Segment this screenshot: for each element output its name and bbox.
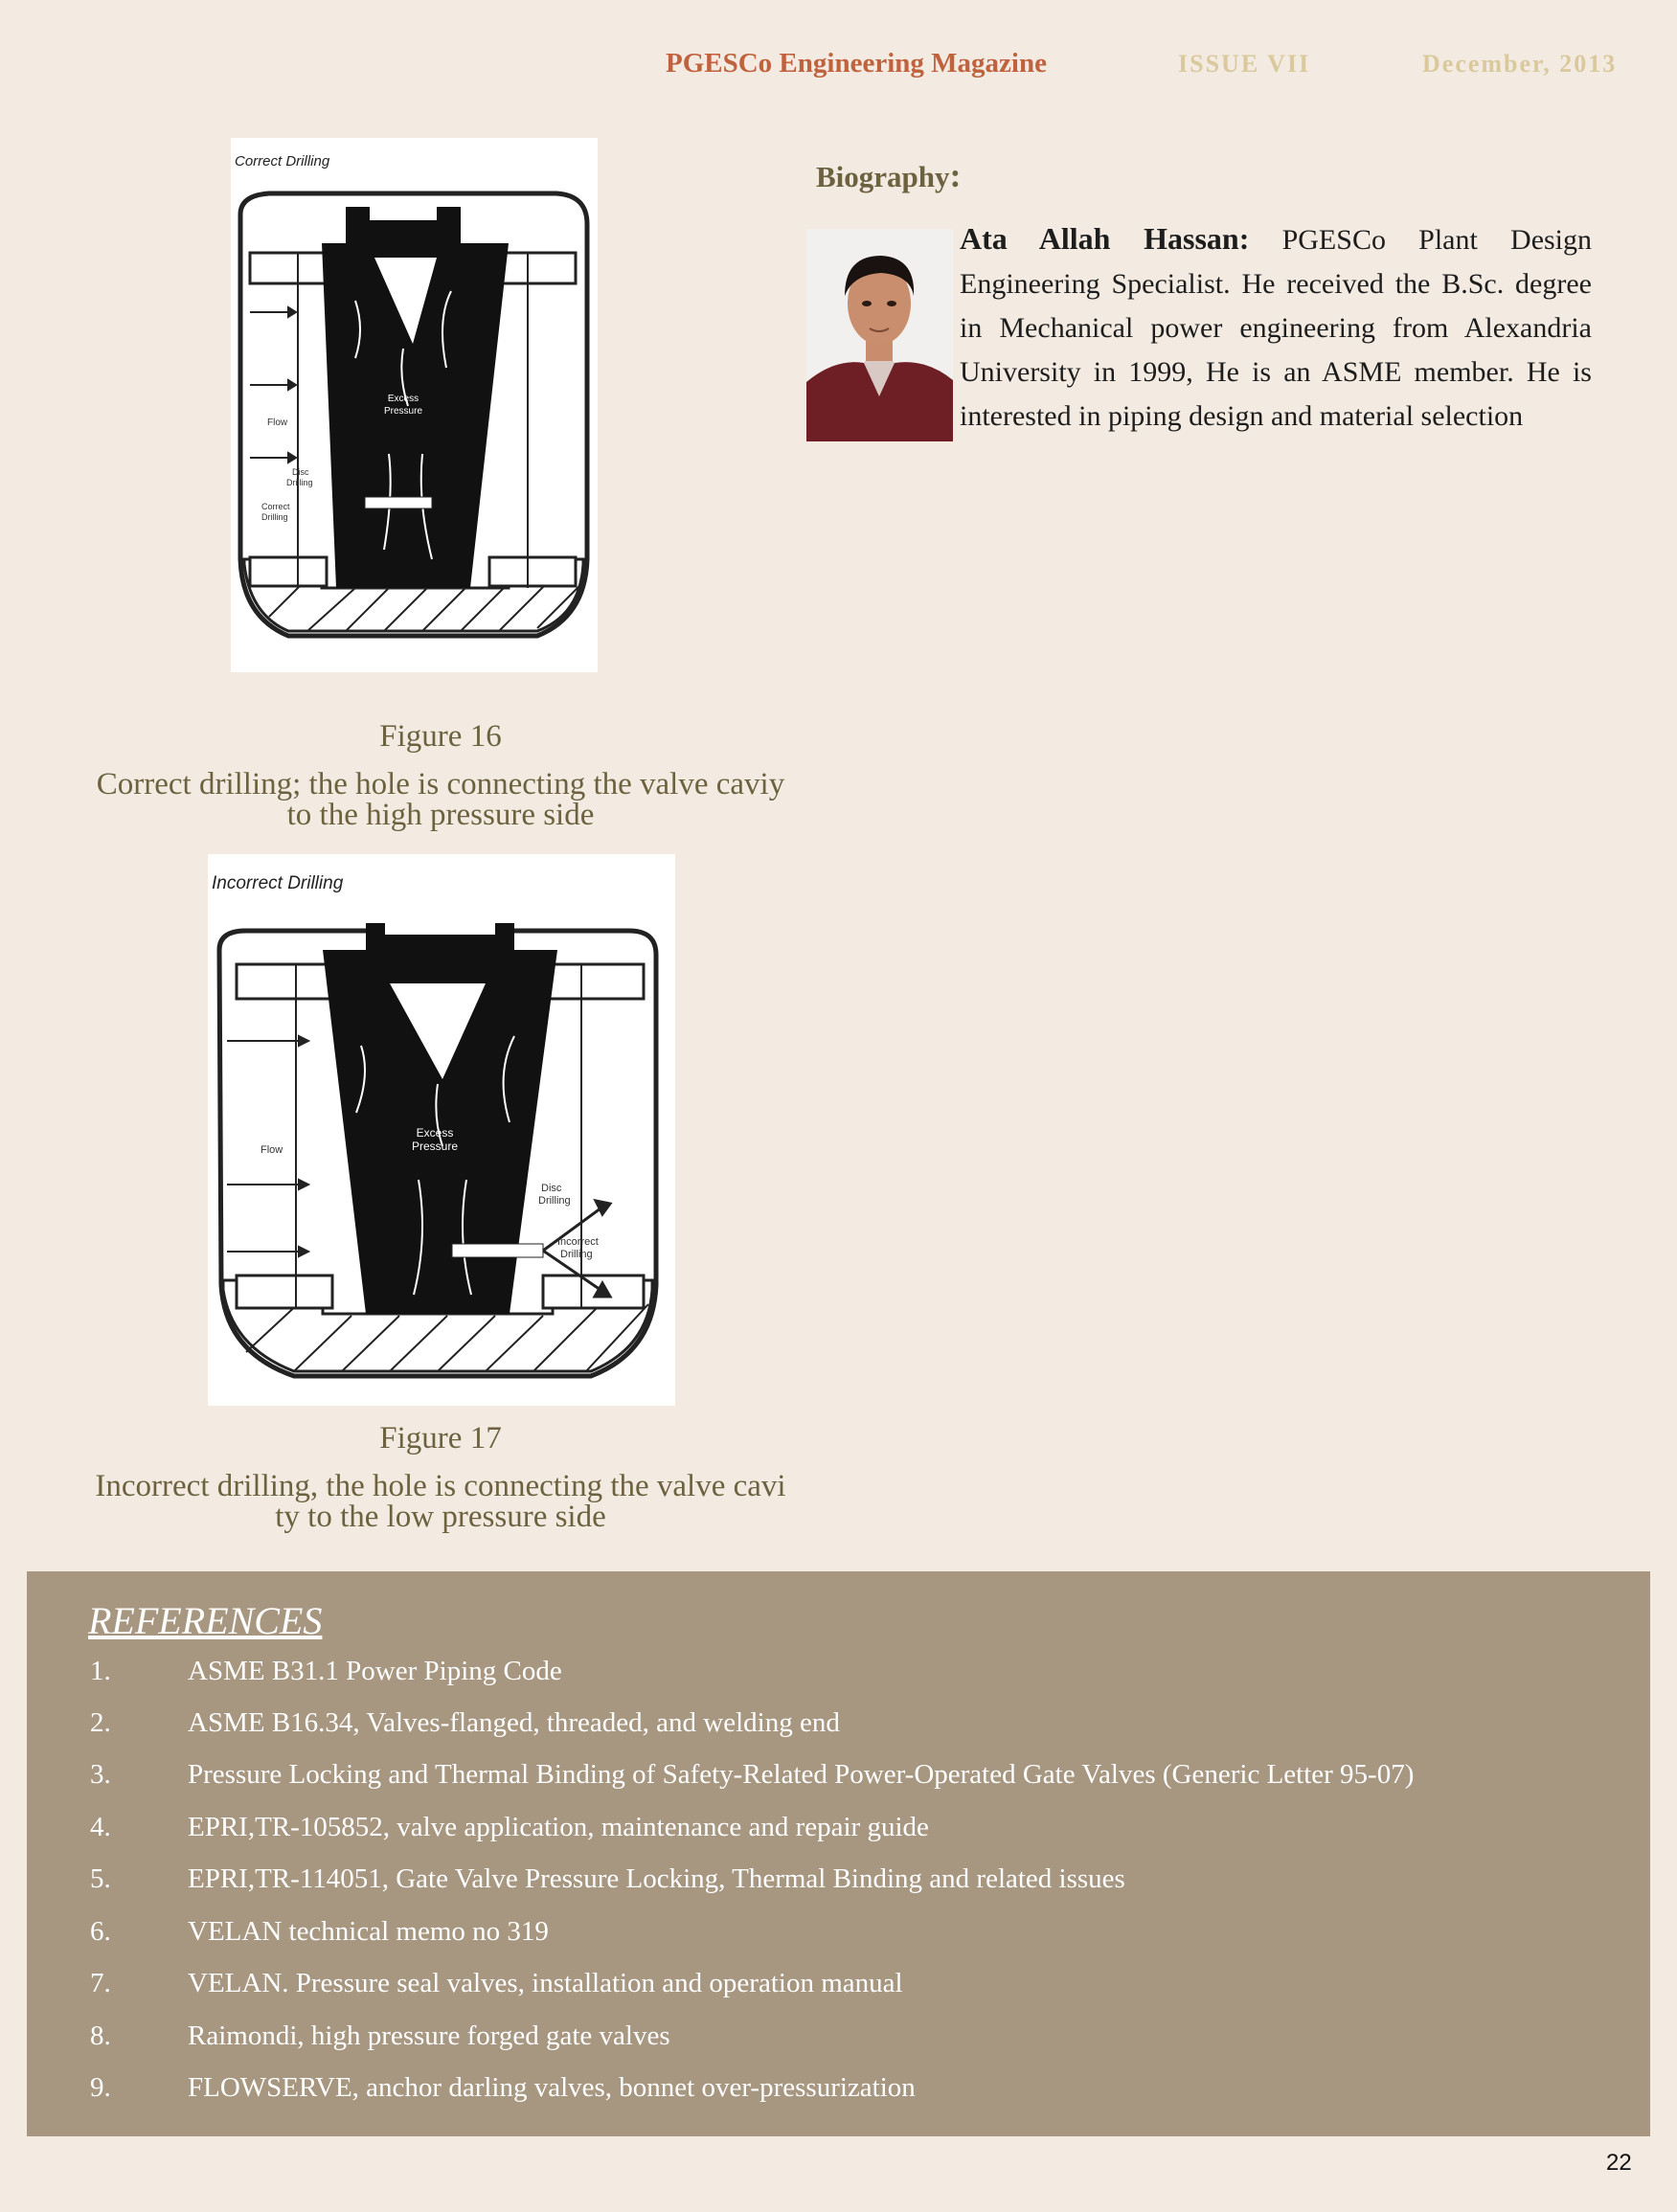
fig16-label-flow: Flow xyxy=(267,418,288,428)
reference-item xyxy=(27,1812,1607,1863)
reference-item xyxy=(27,1863,1607,1915)
biography-body: PGESCo Plant Design Engineering Specialist. He received the B.Sc. degree in Mechanical power engineering from Alexandria University in 1999, He is an ASME member. He is interested in piping design and material selection xyxy=(960,224,1593,432)
reference-item xyxy=(27,1968,1607,2020)
fig16-label-pressure: Pressure xyxy=(383,406,423,417)
issue-label: ISSUE VII xyxy=(1178,50,1311,78)
reference-text: EPRI,TR-105852, valve application, maintenance and repair guide xyxy=(188,1812,929,1842)
reference-number: 1. xyxy=(90,1656,111,1686)
biography-heading xyxy=(816,155,962,195)
fig16-label-drilling2: Drilling xyxy=(261,512,288,522)
figure-17-caption-line2: ty to the low pressure side xyxy=(275,1500,606,1534)
reference-number: 8. xyxy=(90,2020,111,2051)
reference-number: 9. xyxy=(90,2072,111,2103)
figure-17-image xyxy=(208,854,675,1406)
author-name: Ata Allah Hassan: xyxy=(960,221,1250,256)
issue-date: December, 2013 xyxy=(1422,50,1618,78)
biography-text xyxy=(960,216,1592,439)
reference-text: Raimondi, high pressure forged gate valves xyxy=(188,2020,670,2051)
magazine-title: PGESCo Engineering Magazine xyxy=(666,48,1047,79)
page-number: 22 xyxy=(1606,2150,1632,2176)
figure-17-title: Figure 17 xyxy=(379,1421,502,1456)
fig17-label-disc: Disc xyxy=(541,1183,562,1194)
reference-number: 7. xyxy=(90,1968,111,1998)
fig16-label-correct: Correct xyxy=(261,502,290,511)
reference-item xyxy=(27,1759,1607,1811)
reference-item xyxy=(27,1656,1607,1707)
figure-16-caption-line1: Correct drilling; the hole is connecting the valve caviy xyxy=(96,767,785,801)
reference-item xyxy=(27,2072,1607,2124)
reference-text: Pressure Locking and Thermal Binding of Safety-Related Power-Operated Gate Valves (Generic Letter 95-07) xyxy=(188,1759,1415,1790)
fig17-label-incorrect: Incorrect xyxy=(557,1236,599,1248)
reference-text: VELAN. Pressure seal valves, installation and operation manual xyxy=(188,1968,903,1998)
fig16-label-drilling: Drilling xyxy=(286,478,313,487)
figure-17-image-title: Incorrect Drilling xyxy=(212,873,344,893)
reference-number: 6. xyxy=(90,1916,111,1947)
reference-number: 3. xyxy=(90,1759,111,1790)
fig17-label-flow: Flow xyxy=(261,1144,283,1156)
fig17-label-drilling2: Drilling xyxy=(560,1249,593,1260)
fig16-label-excess: Excess xyxy=(387,394,419,404)
fig16-label-disc: Disc xyxy=(292,467,309,477)
reference-number: 4. xyxy=(90,1812,111,1842)
figure-16-caption xyxy=(77,769,805,830)
figure-17-caption xyxy=(77,1471,805,1532)
reference-item xyxy=(27,1707,1607,1759)
figure-17-caption-line1: Incorrect drilling, the hole is connecting the valve cavi xyxy=(95,1469,786,1503)
reference-text: ASME B31.1 Power Piping Code xyxy=(188,1656,562,1686)
fig17-label-excess: Excess xyxy=(416,1126,454,1140)
reference-number: 2. xyxy=(90,1707,111,1738)
reference-text: EPRI,TR-114051, Gate Valve Pressure Locking, Thermal Binding and related issues xyxy=(188,1863,1125,1894)
reference-item xyxy=(27,1916,1607,1968)
reference-text: VELAN technical memo no 319 xyxy=(188,1916,549,1947)
references-section xyxy=(27,1571,1650,2136)
reference-number: 5. xyxy=(90,1863,111,1894)
figure-16-image-title: Correct Drilling xyxy=(235,153,330,169)
reference-item xyxy=(27,2020,1607,2072)
biography-heading-text: Biography xyxy=(816,160,950,193)
author-photo xyxy=(806,229,953,441)
biography-heading-colon: : xyxy=(949,156,962,194)
reference-text: FLOWSERVE, anchor darling valves, bonnet over-pressurization xyxy=(188,2072,916,2103)
figure-16-title: Figure 16 xyxy=(379,719,502,754)
fig17-label-drilling: Drilling xyxy=(538,1195,571,1207)
reference-text: ASME B16.34, Valves-flanged, threaded, and welding end xyxy=(188,1707,840,1738)
references-title: REFERENCES xyxy=(88,1599,323,1642)
figure-16-caption-line2: to the high pressure side xyxy=(286,798,595,832)
fig17-label-pressure: Pressure xyxy=(411,1140,459,1153)
figure-16-image xyxy=(231,138,598,672)
